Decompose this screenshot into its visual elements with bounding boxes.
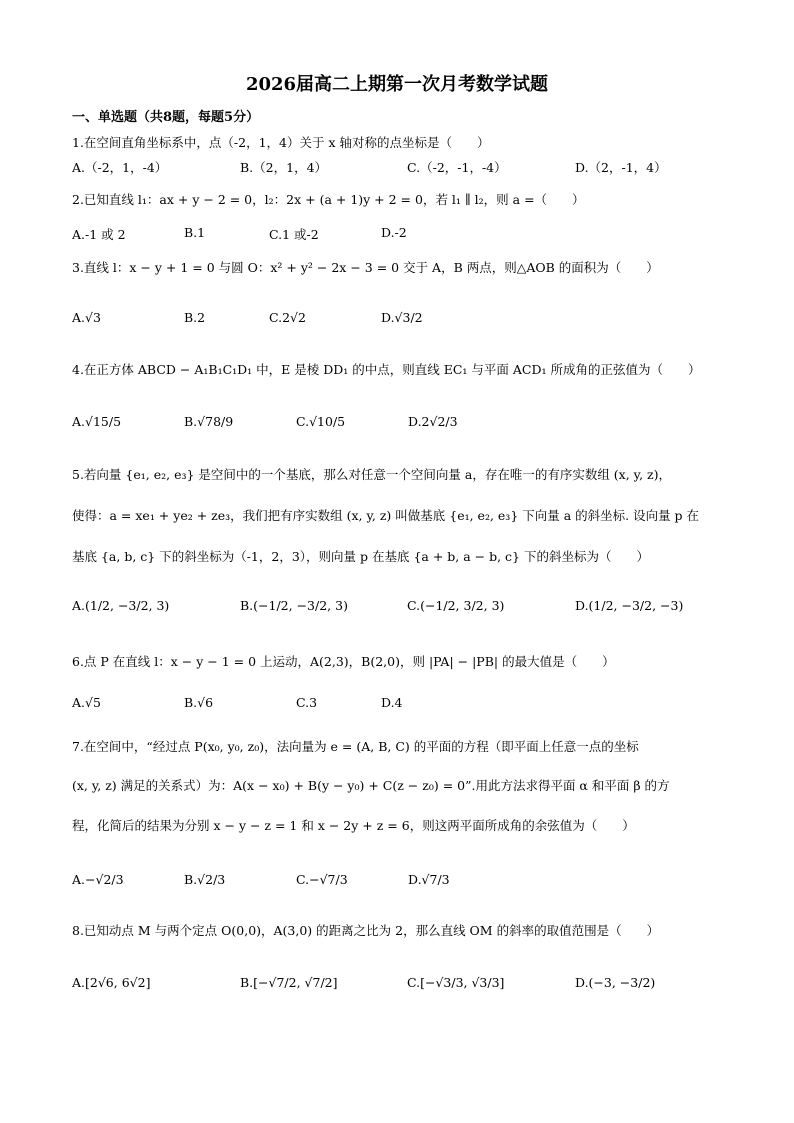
section-heading: 一、单选题（共8题，每题5分）	[72, 110, 260, 125]
question-7-line-2: (x, y, z) 满足的关系式）为：A(x − x₀) + B(y − y₀) + C(z − z₀) = 0”.用此方法求得平面 α 和平面 β 的方	[72, 778, 670, 793]
question-3: 3.直线 l：x − y + 1 = 0 与圆 O：x² + y² − 2x − 3 = 0 交于 A，B 两点，则△AOB 的面积为（ ）	[72, 260, 659, 275]
q2-option-a: A.-1 或 2	[72, 227, 126, 242]
q3-option-a: A.√3	[72, 310, 101, 325]
q6-option-a: A.√5	[72, 695, 101, 710]
question-6: 6.点 P 在直线 l：x − y − 1 = 0 上运动，A(2,3)，B(2,0)，则 |PA| − |PB| 的最大值是（ ）	[72, 654, 615, 669]
question-2: 2.已知直线 l₁：ax + y − 2 = 0，l₂：2x + (a + 1)y + 2 = 0，若 l₁ ∥ l₂，则 a =（ ）	[72, 192, 585, 207]
q3-option-c: C.2√2	[269, 310, 306, 325]
q5-option-b: B.(−1/2, −3/2, 3)	[240, 598, 348, 613]
q4-option-c: C.√10/5	[296, 414, 346, 429]
q8-option-c: C.[−√3/3, √3/3]	[407, 975, 505, 990]
q3-option-d: D.√3/2	[381, 310, 423, 325]
q5-option-d: D.(1/2, −3/2, −3)	[575, 598, 684, 613]
question-8: 8.已知动点 M 与两个定点 O(0,0)，A(3,0) 的距离之比为 2，那么直线 OM 的斜率的取值范围是（ ）	[72, 923, 660, 938]
question-4: 4.在正方体 ABCD − A₁B₁C₁D₁ 中，E 是棱 DD₁ 的中点，则直线 EC₁ 与平面 ACD₁ 所成角的正弦值为（ ）	[72, 362, 701, 377]
q7-option-c: C.−√7/3	[296, 872, 348, 887]
q1-option-a: A.（-2，1，-4）	[72, 160, 168, 175]
q6-option-c: C.3	[296, 695, 318, 710]
q7-option-d: D.√7/3	[408, 872, 450, 887]
q3-option-b: B.2	[184, 310, 206, 325]
q8-option-d: D.(−3, −3/2)	[575, 975, 656, 990]
q1-option-d: D.（2，-1，4）	[575, 160, 667, 175]
q6-option-d: D.4	[381, 695, 403, 710]
q4-option-a: A.√15/5	[72, 414, 122, 429]
q1-option-c: C.（-2，-1，-4）	[407, 160, 507, 175]
q5-option-a: A.(1/2, −3/2, 3)	[72, 598, 170, 613]
q4-option-d: D.2√2/3	[408, 414, 458, 429]
q2-option-c: C.1 或-2	[269, 227, 319, 242]
question-5-line-2: 使得：a = xe₁ + ye₂ + ze₃，我们把有序实数组 (x, y, z) 叫做基底 {e₁, e₂, e₃} 下向量 a 的斜坐标. 设向量 p 在	[72, 508, 700, 523]
q2-option-b: B.1	[184, 225, 206, 240]
q5-option-c: C.(−1/2, 3/2, 3)	[407, 598, 505, 613]
q8-option-b: B.[−√7/2, √7/2]	[240, 975, 338, 990]
question-5-line-1: 5.若向量 {e₁, e₂, e₃} 是空间中的一个基底，那么对任意一个空间向量 a，存在唯一的有序实数组 (x, y, z)，	[72, 467, 671, 482]
q7-option-b: B.√2/3	[184, 872, 226, 887]
q2-option-d: D.-2	[381, 225, 407, 240]
question-1: 1.在空间直角坐标系中，点（-2，1，4）关于 x 轴对称的点坐标是（ ）	[72, 135, 490, 150]
question-5-line-3: 基底 {a, b, c} 下的斜坐标为（-1，2，3），则向量 p 在基底 {a + b, a − b, c} 下的斜坐标为（ ）	[72, 549, 649, 564]
q4-option-b: B.√78/9	[184, 414, 234, 429]
question-7-line-1: 7.在空间中，“经过点 P(x₀, y₀, z₀)，法向量为 e = (A, B, C) 的平面的方程（即平面上任意一点的坐标	[72, 739, 639, 754]
q6-option-b: B.√6	[184, 695, 214, 710]
q7-option-a: A.−√2/3	[72, 872, 124, 887]
q1-option-b: B.（2，1，4）	[240, 160, 328, 175]
question-7-line-3: 程，化简后的结果为分别 x − y − z = 1 和 x − 2y + z = 6，则这两平面所成角的余弦值为（ ）	[72, 818, 635, 833]
exam-title: 2026届高二上期第一次月考数学试题	[245, 74, 549, 95]
q8-option-a: A.[2√6, 6√2]	[72, 975, 151, 990]
